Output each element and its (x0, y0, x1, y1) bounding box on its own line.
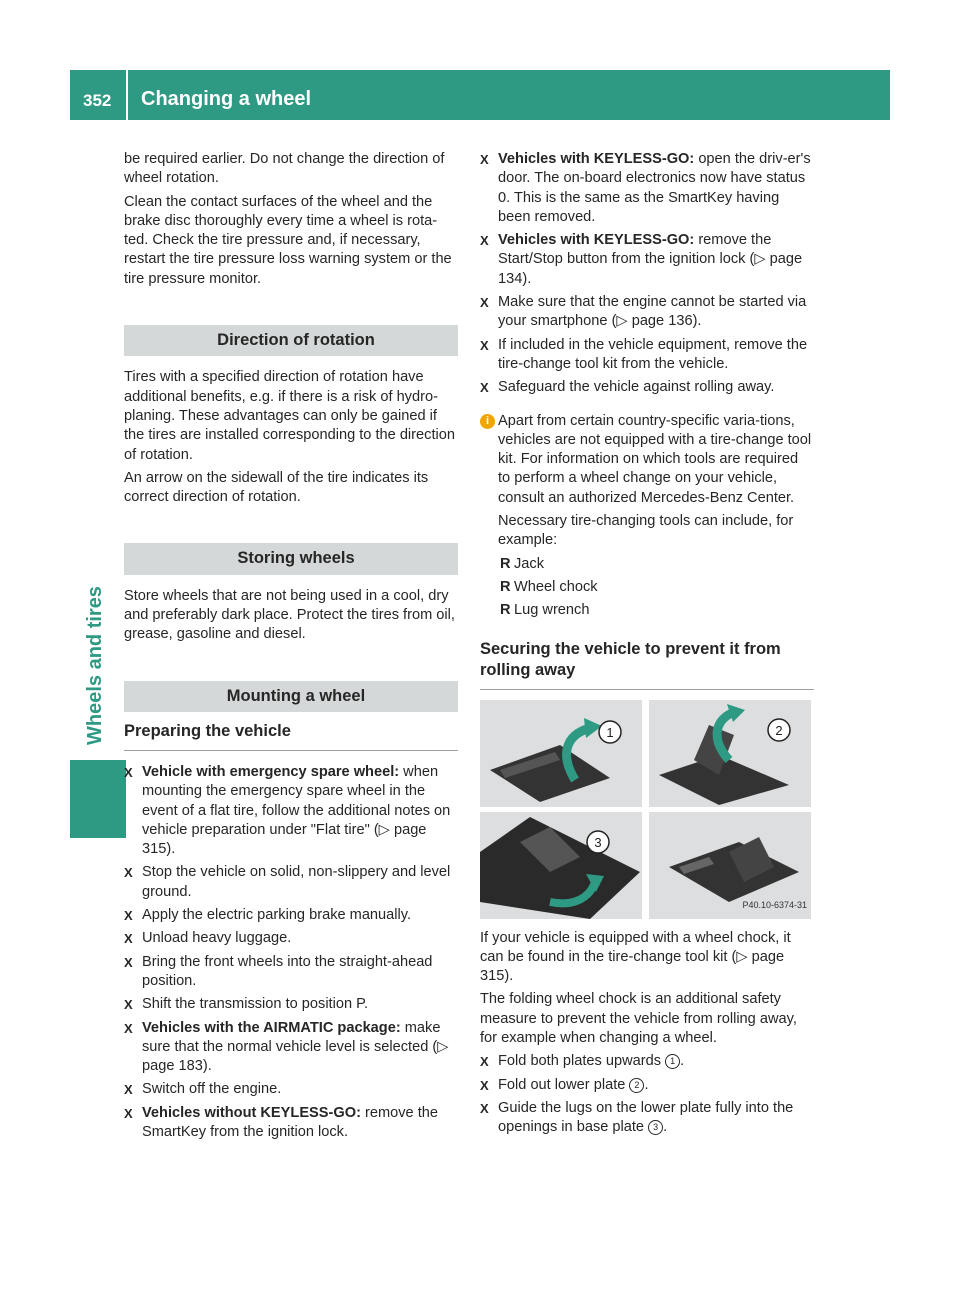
section-heading: Mounting a wheel (124, 681, 458, 712)
left-column (124, 150, 458, 1146)
step-arrow-icon: X (480, 152, 489, 167)
side-tab-block (70, 760, 126, 838)
step-item: X Vehicles without KEYLESS-GO: remove the SmartKey from the ignition lock. (124, 1104, 439, 1140)
bullet-icon: R (500, 555, 511, 572)
step-item: X Vehicles with KEYLESS-GO: remove the Start/Stop button from the ignition lock (▷ page 134). (480, 232, 803, 287)
info-text: Apart from certain country-specific varia-tions, vehicles are not equipped with a tire-change tool kit. For information on which tools are required to perform a wheel change on your vehicle, consult an authorized Mercedes-Benz Center. (498, 412, 812, 506)
figure-panel-4 (649, 812, 811, 919)
callout-number-icon: 1 (665, 1054, 680, 1069)
step-item: X Make sure that the engine cannot be started via your smartphone (▷ page 136). (480, 294, 807, 330)
callout-label: 1 (606, 724, 614, 740)
figure-panel-1 (480, 700, 642, 807)
bullet-icon: R (500, 602, 511, 619)
paragraph: An arrow on the sidewall of the tire indicates its correct direction of rotation. (124, 469, 429, 506)
step-item: X Vehicles with KEYLESS-GO: open the driv-er's door. The on-board electronics now have status 0. This is the same as the SmartKey having been removed. (480, 151, 811, 225)
step-item: X Safeguard the vehicle against rolling away. (480, 378, 814, 397)
bullet-icon: R (500, 578, 511, 595)
section-heading: Direction of rotation (124, 325, 458, 356)
step-item: X Shift the transmission to position P. (124, 995, 458, 1014)
step-arrow-icon: X (124, 1082, 133, 1098)
paragraph: Clean the contact surfaces of the wheel and the brake disc thoroughly every time a wheel is rota-ted. Check the tire pressure and, if necessary, restart the tire pressure loss warning system or the tire pressure monitor. (124, 193, 452, 287)
side-tab-label: Wheels and tires (84, 586, 106, 745)
paragraph: be required earlier. Do not change the direction of wheel rotation. (124, 151, 445, 187)
info-icon: i (480, 414, 495, 429)
paragraph: The folding wheel chock is an additional safety measure to prevent the vehicle from rolling away, for example when changing a wheel. (480, 991, 797, 1047)
list-item: R Lug wrench (480, 601, 814, 620)
step-item: X Fold out lower plate 2 . (480, 1076, 814, 1095)
step-list (124, 763, 458, 1142)
step-item: X Fold both plates upwards 1 . (480, 1052, 814, 1071)
step-arrow-icon: X (480, 1077, 489, 1093)
section-heading: Storing wheels (124, 543, 458, 574)
figure-code: P40.10-6374-31 (742, 900, 807, 911)
step-arrow-icon: X (124, 764, 133, 780)
callout-label: 2 (775, 722, 783, 738)
step-item: X Vehicle with emergency spare wheel: when mounting the emergency spare wheel in the event of a flat tire, follow the additional notes on vehicle preparation under "Flat tire" (▷ page 315). (124, 763, 451, 858)
step-item: X Unload heavy luggage. (124, 929, 458, 948)
step-arrow-icon: X (480, 380, 489, 396)
paragraph: Tires with a specified direction of rotation have additional benefits, e.g. if there is a risk of hydro-planing. These advantages can only be gained if the tires are installed corresponding to the direction of rotation. (124, 369, 455, 463)
step-item: X If included in the vehicle equipment, remove the tire-change tool kit from the vehicle. (480, 336, 808, 372)
step-arrow-icon: X (124, 997, 133, 1013)
step-item: X Bring the front wheels into the straight-ahead position. (124, 953, 433, 989)
step-arrow-icon: X (124, 1020, 133, 1036)
figure-panel-3 (480, 812, 642, 919)
list-item: R Wheel chock (480, 578, 814, 597)
figure-panel-2 (649, 700, 811, 807)
step-item: X Switch off the engine. (124, 1080, 458, 1099)
paragraph: If your vehicle is equipped with a wheel chock, it can be found in the tire-change tool kit (▷ page 315). (480, 929, 791, 985)
section-heading: Securing the vehicle to prevent it from rolling away (480, 639, 814, 690)
step-arrow-icon: X (124, 908, 133, 924)
step-arrow-icon: X (480, 233, 489, 249)
step-arrow-icon: X (124, 865, 133, 881)
step-item: X Apply the electric parking brake manually. (124, 906, 458, 925)
step-arrow-icon: X (124, 1105, 133, 1121)
info-text: Necessary tire-changing tools can include, for example: (498, 513, 794, 549)
subsection-heading: Preparing the vehicle (124, 720, 458, 751)
step-item: X Guide the lugs on the lower plate fully into the openings in base plate 3 . (480, 1099, 794, 1136)
step-item: X Stop the vehicle on solid, non-slippery and level ground. (124, 864, 451, 900)
callout-label: 3 (594, 834, 602, 850)
header-divider (126, 70, 128, 120)
step-arrow-icon: X (124, 954, 133, 970)
paragraph: Store wheels that are not being used in a cool, dry and preferably dark place. Protect the tires from oil, grease, gasoline and diesel. (124, 587, 455, 643)
step-arrow-icon: X (480, 1054, 489, 1070)
step-item: X Vehicles with the AIRMATIC package: make sure that the normal vehicle level is selected (▷ page 183). (124, 1019, 449, 1075)
callout-number-icon: 2 (629, 1078, 644, 1093)
wheel-chock-figure (480, 700, 811, 919)
page-number: 352 (83, 91, 112, 110)
chapter-title: Changing a wheel (141, 88, 312, 110)
info-note (480, 412, 814, 551)
step-arrow-icon: X (480, 337, 489, 353)
list-item: R Jack (480, 555, 814, 574)
step-arrow-icon: X (480, 1100, 489, 1116)
right-column (480, 150, 814, 1142)
step-arrow-icon: X (480, 295, 489, 311)
callout-number-icon: 3 (648, 1120, 663, 1135)
step-arrow-icon: X (124, 931, 133, 947)
